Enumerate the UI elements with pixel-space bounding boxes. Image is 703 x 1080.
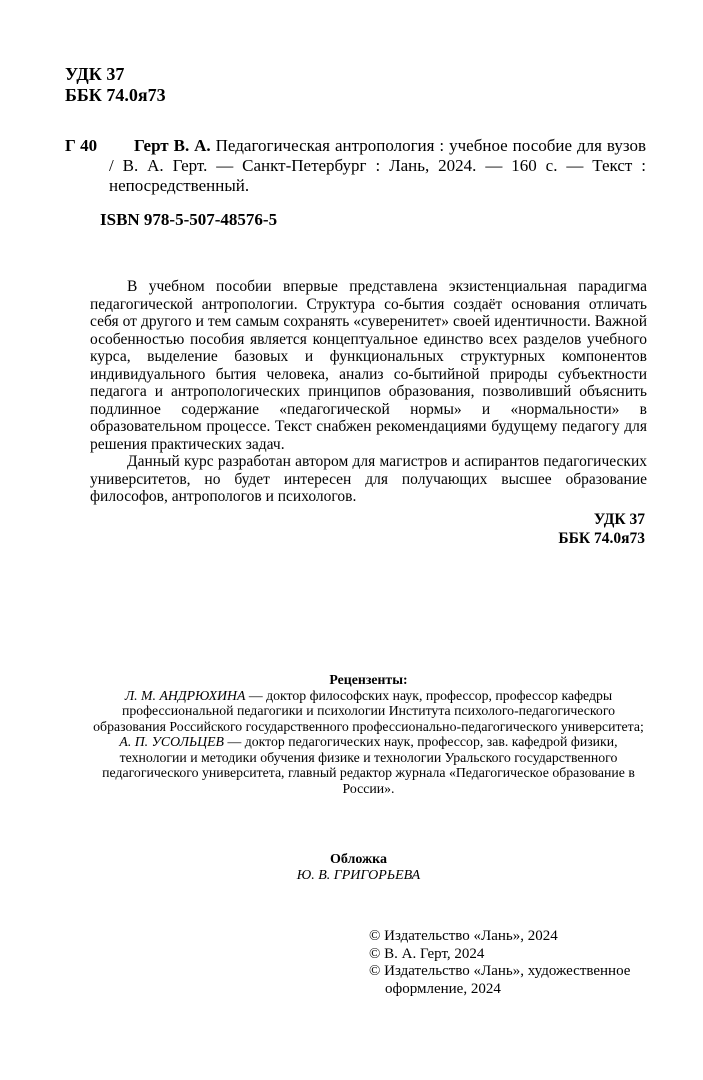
copyright-line: © Издательство «Лань», 2024 — [369, 928, 558, 944]
bbk-code-top: ББК 74.0я73 — [65, 85, 166, 105]
cover-credit-block — [90, 852, 627, 883]
udk-code-top: УДК 37 — [65, 64, 125, 84]
reviewer-entry — [90, 734, 647, 796]
catalog-letter-code: Г 40 — [65, 136, 98, 155]
bib-description: Педагогическая антропология : учебное пособие для вузов / В. А. Герт. — Санкт-Петербург : Лань, 2024. — 160 с. — Текст : непосредственный. — [109, 136, 646, 195]
copyright-line: © В. А. Герт, 2024 — [369, 945, 485, 962]
cover-designer-name: Ю. В. ГРИГОРЬЕВА — [296, 867, 421, 883]
bbk-code-right: ББК 74.0я73 — [558, 529, 645, 547]
reviewer-description: — доктор философских наук, профессор, профессор кафедры профессиональной педагогики и психологии Института психолого-педагогического образования Российского государственного профессионально-педагогического университета; — [93, 687, 644, 734]
bibliographic-record — [65, 136, 646, 196]
reviewer-name: А. П. УСОЛЬЦЕВ — [119, 734, 224, 749]
bib-author: Герт В. А. — [134, 136, 211, 155]
annotation-block — [90, 278, 647, 506]
isbn-number: ISBN 978-5-507-48576-5 — [100, 210, 278, 229]
reviewers-heading: Рецензенты: — [329, 672, 408, 687]
right-catalog-codes — [558, 511, 645, 548]
copyright-line: © Издательство «Лань», художественное оформление, 2024 — [369, 963, 631, 997]
reviewer-description: — доктор педагогических наук, профессор, зав. кафедрой физики, технологии и методики обучения физике и технологии Уральского государственного педагогического университета, главный редактор журнала «Педагогическое образование в России». — [102, 734, 635, 796]
annotation-paragraph-2: Данный курс разработан автором для магистров и аспирантов педагогических университетов, но будет интересен для получающих высшее образование философов, антропологов и психологов. — [90, 453, 647, 505]
annotation-paragraph-1: В учебном пособии впервые представлена экзистенциальная парадигма педагогической антропологии. Структура со-бытия создаёт основания отличать себя от другого и тем самым сохранять «суверенитет» своей идентичности. Важной особенностью пособия является концептуальное единство всех разделов учебного курса, выделение базовых и функциональных структурных компонентов индивидуального бытия человека, анализ со-бытийной природы субъектности педагога и антропологических принципов образования, позволивший объяснить подлинное содержание «педагогической нормы» и «нормальности» в образовательном процессе. Текст снабжен рекомендациями будущему педагогу для решения практических задач. — [90, 278, 647, 453]
udk-code-right: УДК 37 — [593, 511, 645, 528]
reviewer-entry — [90, 688, 647, 735]
reviewer-name: Л. М. АНДРЮХИНА — [124, 687, 246, 703]
reviewers-block — [90, 672, 647, 796]
top-catalog-codes — [65, 64, 166, 106]
copyright-block — [369, 928, 654, 998]
cover-credit-heading: Обложка — [329, 852, 388, 867]
